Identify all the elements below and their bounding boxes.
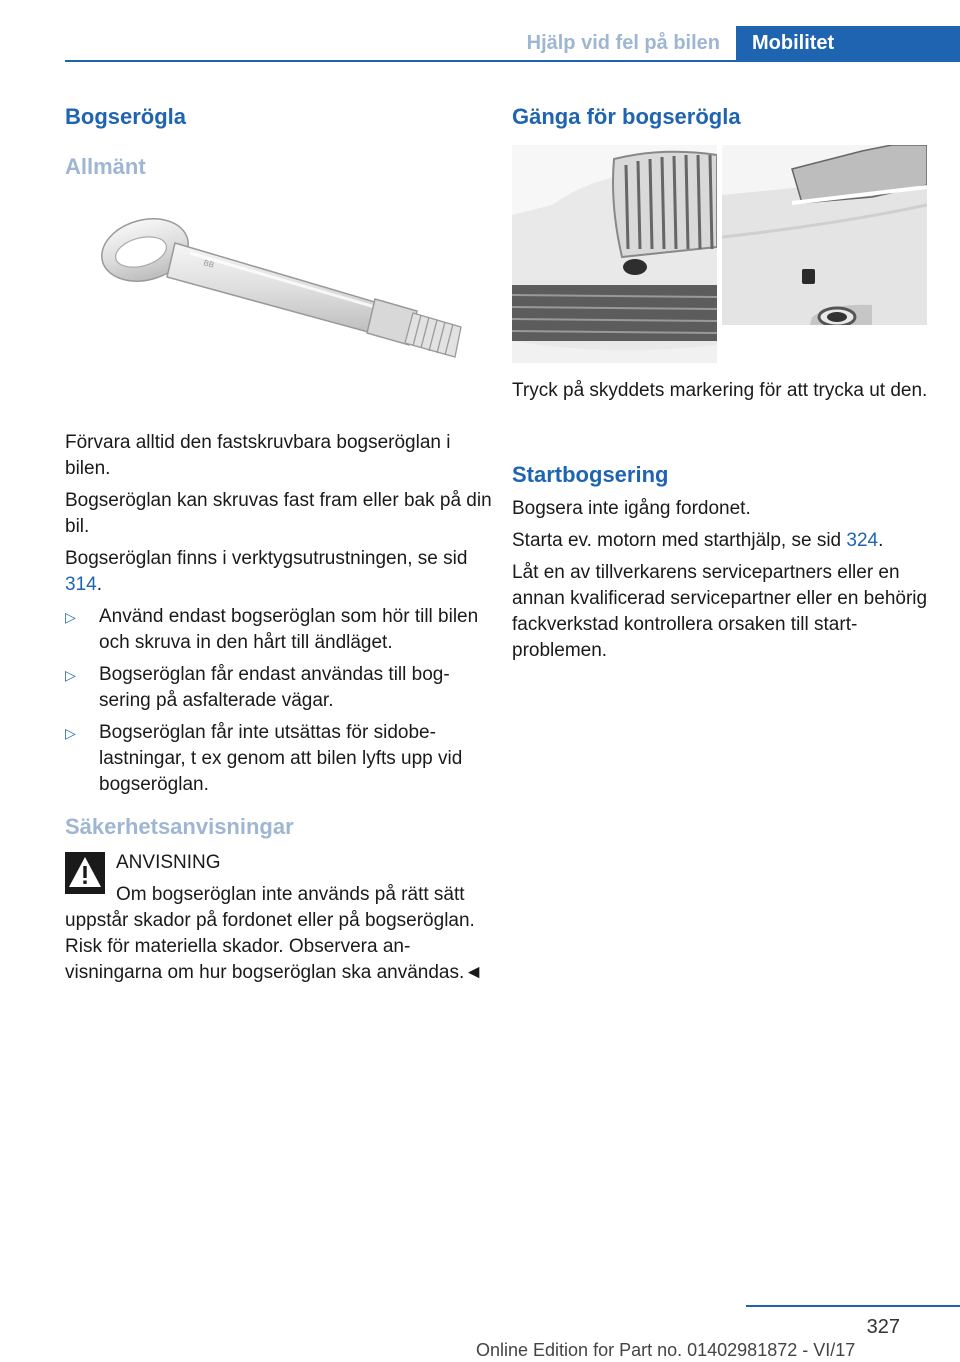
title-thread: Gänga för bogserögla xyxy=(512,104,741,129)
paragraph-mounting: Bogseröglan kan skruvas fast fram eller bak på din bil. xyxy=(65,490,492,537)
paragraph-no-tow-start: Bogsera inte igång fordonet. xyxy=(512,498,751,519)
bullet-marker: ▷ xyxy=(65,725,76,741)
paragraph-storage: Förvara alltid den fastskruvbara bogseröglan i bilen. xyxy=(65,432,451,479)
notice-first-line: Om bogseröglan inte används på rätt sätt xyxy=(116,884,465,905)
paragraph-tools-end: . xyxy=(96,574,102,595)
paragraph-jump-start xyxy=(512,528,942,554)
footer-edition: Online Edition for Part no. 01402981872 - VI/17 xyxy=(476,1340,856,1360)
paragraph-service-check: Låt en av tillverkarens servicepartners eller en annan kvalificerad servicepartner eller en behörig fackverkstad kontrollera orsaken till startproblemen. xyxy=(512,562,928,661)
header-rule xyxy=(65,60,960,62)
svg-text:BB: BB xyxy=(202,258,216,270)
bullet-text: Bogseröglan får inte utsättas för sidobelastningar, t ex genom att bilen lyfts upp vid bogseröglan. xyxy=(99,722,463,795)
notice-text: uppstår skador på fordonet eller på bogseröglan. Risk för materiella skador. Observera anvisningarna om hur bogseröglan ska användas.◄ xyxy=(65,910,484,983)
footer-rule xyxy=(746,1305,960,1307)
bullet-text: Bogseröglan får endast användas till bogsering på asfalterade vägar. xyxy=(99,664,450,711)
paragraph-tools-text: Bogseröglan finns i verktygsutrustningen, se sid xyxy=(65,548,468,569)
tow-hook-illustration xyxy=(95,195,475,390)
bullet-marker: ▷ xyxy=(65,667,76,683)
page-link-314[interactable]: 314 xyxy=(65,574,97,595)
bullet-marker: ▷ xyxy=(65,609,76,625)
paragraph-press-cover: Tryck på skyddets markering för att trycka ut den. xyxy=(512,380,928,401)
rear-bumper-photo xyxy=(722,145,927,325)
header-chapter-tab: Mobilitet xyxy=(736,26,960,60)
subtitle-allmant: Allmänt xyxy=(65,154,146,179)
title-startbogsering: Startbogsering xyxy=(512,462,669,487)
page-number: 327 xyxy=(866,1316,900,1338)
subtitle-safety: Säkerhetsanvisningar xyxy=(65,814,294,839)
jump-start-end: . xyxy=(878,530,884,551)
jump-start-text: Starta ev. motorn med starthjälp, se sid xyxy=(512,530,847,551)
header-section-title: Hjälp vid fel på bilen xyxy=(526,32,720,54)
front-bumper-photo xyxy=(512,145,717,363)
bullet-text: Använd endast bogseröglan som hör till bilen och skruva in den hårt till ändläget. xyxy=(99,606,479,653)
page-link-324[interactable]: 324 xyxy=(846,530,879,551)
notice-label: ANVISNING xyxy=(116,852,221,873)
title-bogserogla: Bogserögla xyxy=(65,104,187,129)
warning-icon xyxy=(65,852,105,894)
paragraph-tools-reference xyxy=(65,546,495,598)
